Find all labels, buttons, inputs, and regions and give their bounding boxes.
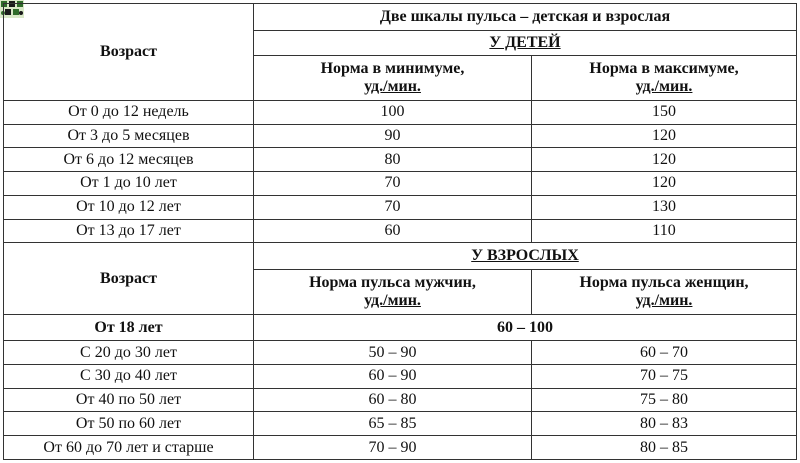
min-cell: 70	[254, 172, 532, 196]
women-cell: 80 – 85	[532, 436, 797, 460]
max-cell: 120	[532, 124, 797, 148]
min-cell: 80	[254, 148, 532, 172]
table-title-row	[4, 4, 797, 31]
men-norm-header-line1: Норма пульса мужчин,	[309, 274, 476, 292]
general-norm-cell: 60 – 100	[254, 315, 797, 341]
age-cell: От 0 до 12 недель	[4, 100, 254, 124]
table-row	[4, 219, 797, 243]
men-cell: 65 – 85	[254, 412, 532, 436]
min-cell: 70	[254, 195, 532, 219]
table-row	[4, 341, 797, 365]
men-cell: 60 – 80	[254, 388, 532, 412]
women-cell: 80 – 83	[532, 412, 797, 436]
max-cell: 130	[532, 195, 797, 219]
table-row	[4, 100, 797, 124]
men-cell: 60 – 90	[254, 364, 532, 388]
men-norm-header	[254, 270, 532, 315]
children-section-title: У ДЕТЕЙ	[254, 30, 797, 55]
women-norm-header-line1: Норма пульса женщин,	[579, 274, 749, 292]
table-row	[4, 195, 797, 219]
table-row	[4, 388, 797, 412]
max-cell: 150	[532, 100, 797, 124]
max-cell: 120	[532, 148, 797, 172]
max-norm-header-line2: уд./мин.	[635, 77, 693, 95]
min-cell: 100	[254, 100, 532, 124]
age-cell: От 13 до 17 лет	[4, 219, 254, 243]
max-norm-header	[532, 55, 797, 100]
min-norm-header-line1: Норма в минимуме,	[320, 59, 465, 77]
age-cell: От 3 до 5 месяцев	[4, 124, 254, 148]
adults-section-row	[4, 243, 797, 270]
adults-section-title: У ВЗРОСЛЫХ	[254, 243, 797, 270]
min-norm-header-line2: уд./мин.	[364, 77, 421, 95]
adults-general-row	[4, 315, 797, 341]
table-row	[4, 412, 797, 436]
table-row	[4, 172, 797, 196]
men-norm-header-line2: уд./мин.	[364, 292, 421, 310]
age-header: Возраст	[4, 4, 254, 101]
men-cell: 50 – 90	[254, 341, 532, 365]
age-cell: От 10 до 12 лет	[4, 195, 254, 219]
women-cell: 70 – 75	[532, 364, 797, 388]
women-cell: 75 – 80	[532, 388, 797, 412]
age-cell: От 40 по 50 лет	[4, 388, 254, 412]
adults-age-header: Возраст	[4, 243, 254, 315]
max-cell: 120	[532, 172, 797, 196]
min-cell: 60	[254, 219, 532, 243]
age-cell: От 1 до 10 лет	[4, 172, 254, 196]
age-cell: От 18 лет	[4, 315, 254, 341]
max-norm-header-line1: Норма в максимуме,	[589, 59, 739, 77]
age-cell: От 6 до 12 месяцев	[4, 148, 254, 172]
age-cell: От 60 до 70 лет и старше	[4, 436, 254, 460]
table-row	[4, 364, 797, 388]
age-cell: От 50 по 60 лет	[4, 412, 254, 436]
table-row	[4, 436, 797, 460]
men-cell: 70 – 90	[254, 436, 532, 460]
women-norm-header-line2: уд./мин.	[635, 292, 693, 310]
table-row	[4, 148, 797, 172]
min-cell: 90	[254, 124, 532, 148]
pulse-table	[3, 3, 797, 460]
table-title: Две шкалы пульса – детская и взрослая	[254, 4, 797, 31]
table-row	[4, 124, 797, 148]
age-cell: С 30 до 40 лет	[4, 364, 254, 388]
women-norm-header	[532, 270, 797, 315]
women-cell: 60 – 70	[532, 341, 797, 365]
max-cell: 110	[532, 219, 797, 243]
age-cell: С 20 до 30 лет	[4, 341, 254, 365]
min-norm-header	[254, 55, 532, 100]
